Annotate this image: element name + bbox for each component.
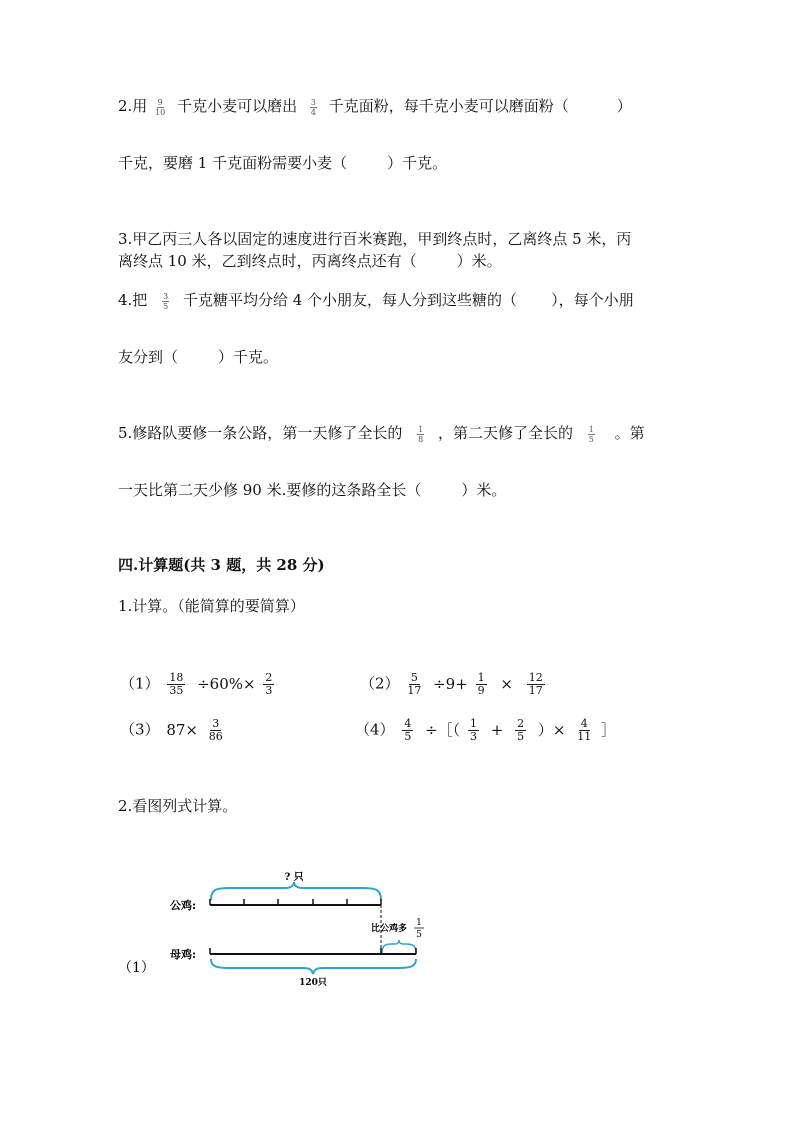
expression-3 <box>120 718 226 743</box>
fraction-denominator: 3 <box>265 684 273 697</box>
expression-label: （3） <box>120 720 160 739</box>
q5-line2 <box>118 480 506 500</box>
fraction-denominator: 5 <box>517 730 525 743</box>
q2-text-5: 千克，要磨 1 千克面粉需要小麦（ <box>118 154 348 172</box>
segment-diagram <box>0 860 794 1060</box>
q3-text-2b: ）米。 <box>456 252 502 270</box>
fraction-numerator: 4 <box>404 717 412 730</box>
q4-fraction-sugar <box>162 292 169 311</box>
expression-operator: + <box>490 720 504 739</box>
expression-operator: 87× <box>166 720 198 739</box>
diagram-question-title: 2.看图列式计算。 <box>118 797 238 815</box>
q5-text-2: ，第二天修了全长的 <box>437 424 573 442</box>
total-label: 120只 <box>299 978 327 988</box>
expression-operator: ÷［（ <box>425 720 461 739</box>
expression-fraction <box>527 672 545 697</box>
calc-question-title: 1.计算。（能简算的要简算） <box>118 597 305 615</box>
bottom-brace <box>211 959 416 974</box>
fraction-denominator: 5 <box>163 301 169 311</box>
q2-text-4: ） <box>616 97 632 115</box>
fraction-numerator: 1 <box>477 671 485 684</box>
expression-operator: × <box>500 674 513 693</box>
fraction-denominator: 5 <box>588 434 594 444</box>
q2-text-2: 千克小麦可以磨出 <box>177 97 298 115</box>
expression-label: （1） <box>120 674 160 693</box>
q5-line1 <box>118 423 645 444</box>
expression-fraction <box>468 718 479 743</box>
q4-line2 <box>118 347 278 367</box>
fraction-denominator: 17 <box>528 684 543 697</box>
fraction-denominator: 35 <box>169 684 184 697</box>
compare-label: 比公鸡多 <box>371 924 408 934</box>
fraction-denominator: 8 <box>418 434 424 444</box>
q5-text-5: ）米。 <box>461 481 507 499</box>
expression-fraction <box>209 718 223 743</box>
expression-fraction <box>476 672 487 697</box>
fraction-denominator: 4 <box>310 107 316 117</box>
fraction-denominator: 86 <box>208 730 223 743</box>
fraction-numerator: 2 <box>265 671 273 684</box>
q3-line2 <box>118 251 502 271</box>
q5-text-1: 5.修路队要修一条公路，第一天修了全长的 <box>118 424 403 442</box>
q2-fraction-wheat <box>155 98 165 117</box>
q5-text-3: 。第 <box>614 424 645 442</box>
fraction-numerator: 1 <box>469 717 477 730</box>
q5-fraction-day2 <box>588 425 595 444</box>
q3-text-2a: 离终点 10 米，乙到终点时，丙离终点还有（ <box>118 252 417 270</box>
fraction-numerator: 18 <box>169 671 184 684</box>
q2-text-6: ）千克。 <box>387 154 448 172</box>
q2-text-1: 2.用 <box>118 97 148 115</box>
fraction-denominator: 10 <box>155 107 166 117</box>
expression-label: （2） <box>360 674 400 693</box>
q4-text-3: ），每个小朋 <box>551 291 634 309</box>
expression-fraction <box>577 718 591 743</box>
expression-fraction <box>402 718 413 743</box>
expression-label: （4） <box>355 720 395 739</box>
fraction-numerator: 3 <box>310 97 316 107</box>
hen-label: 母鸡: <box>170 948 197 961</box>
fraction-numerator: 9 <box>157 97 163 107</box>
q2-text-3: 千克面粉，每千克小麦可以磨面粉（ <box>328 97 569 115</box>
rooster-label: 公鸡: <box>170 899 197 912</box>
fraction-numerator: 4 <box>580 717 588 730</box>
diagram-sub-label: （1） <box>118 960 155 976</box>
q5-text-4: 一天比第二天少修 90 米.要修的这条路全长（ <box>118 481 422 499</box>
q2-line2 <box>118 153 447 173</box>
expression-fraction <box>515 718 526 743</box>
fraction-numerator: 3 <box>212 717 220 730</box>
extra-brace <box>382 940 416 954</box>
q2-fraction-flour <box>310 98 317 117</box>
q2-line1 <box>118 96 632 117</box>
expression-operator: ］ <box>601 720 617 739</box>
fraction-numerator: 2 <box>517 717 525 730</box>
expression-fraction <box>263 672 274 697</box>
expression-operator: ÷9+ <box>433 674 468 693</box>
fraction-denominator: 3 <box>469 730 477 743</box>
section-heading: 四.计算题(共 3 题，共 28 分) <box>118 556 325 574</box>
expression-2 <box>360 672 548 697</box>
fraction-numerator: 3 <box>163 291 169 301</box>
q4-text-2: 千克糖平均分给 4 个小朋友，每人分到这些糖的（ <box>182 291 518 309</box>
q4-line1 <box>118 290 634 311</box>
expression-fraction <box>167 672 185 697</box>
expression-fraction <box>407 672 421 697</box>
fraction-denominator: 11 <box>577 730 592 743</box>
fraction-denominator: 9 <box>477 684 485 697</box>
fraction-denominator: 17 <box>407 684 422 697</box>
q4-text-4: 友分到（ <box>118 348 179 366</box>
question-label: ? 只 <box>284 872 304 883</box>
fraction-denominator: 5 <box>404 730 412 743</box>
fraction-numerator: 5 <box>410 671 418 684</box>
q4-text-1: 4.把 <box>118 291 148 309</box>
expression-4 <box>355 718 616 743</box>
compare-frac-num: 1 <box>416 918 422 928</box>
expression-operator: ÷60%× <box>197 674 256 693</box>
q4-text-5: ）千克。 <box>218 348 279 366</box>
fraction-numerator: 12 <box>528 671 543 684</box>
top-brace <box>211 882 381 900</box>
fraction-numerator: 1 <box>418 424 424 434</box>
fraction-numerator: 1 <box>588 424 594 434</box>
q3-line1: 3.甲乙丙三人各以固定的速度进行百米赛跑，甲到终点时，乙离终点 5 米，丙 <box>118 230 632 248</box>
expression-1 <box>120 672 277 697</box>
q5-fraction-day1 <box>417 425 424 444</box>
compare-frac-den: 5 <box>416 930 422 940</box>
expression-operator: ）× <box>537 720 566 739</box>
